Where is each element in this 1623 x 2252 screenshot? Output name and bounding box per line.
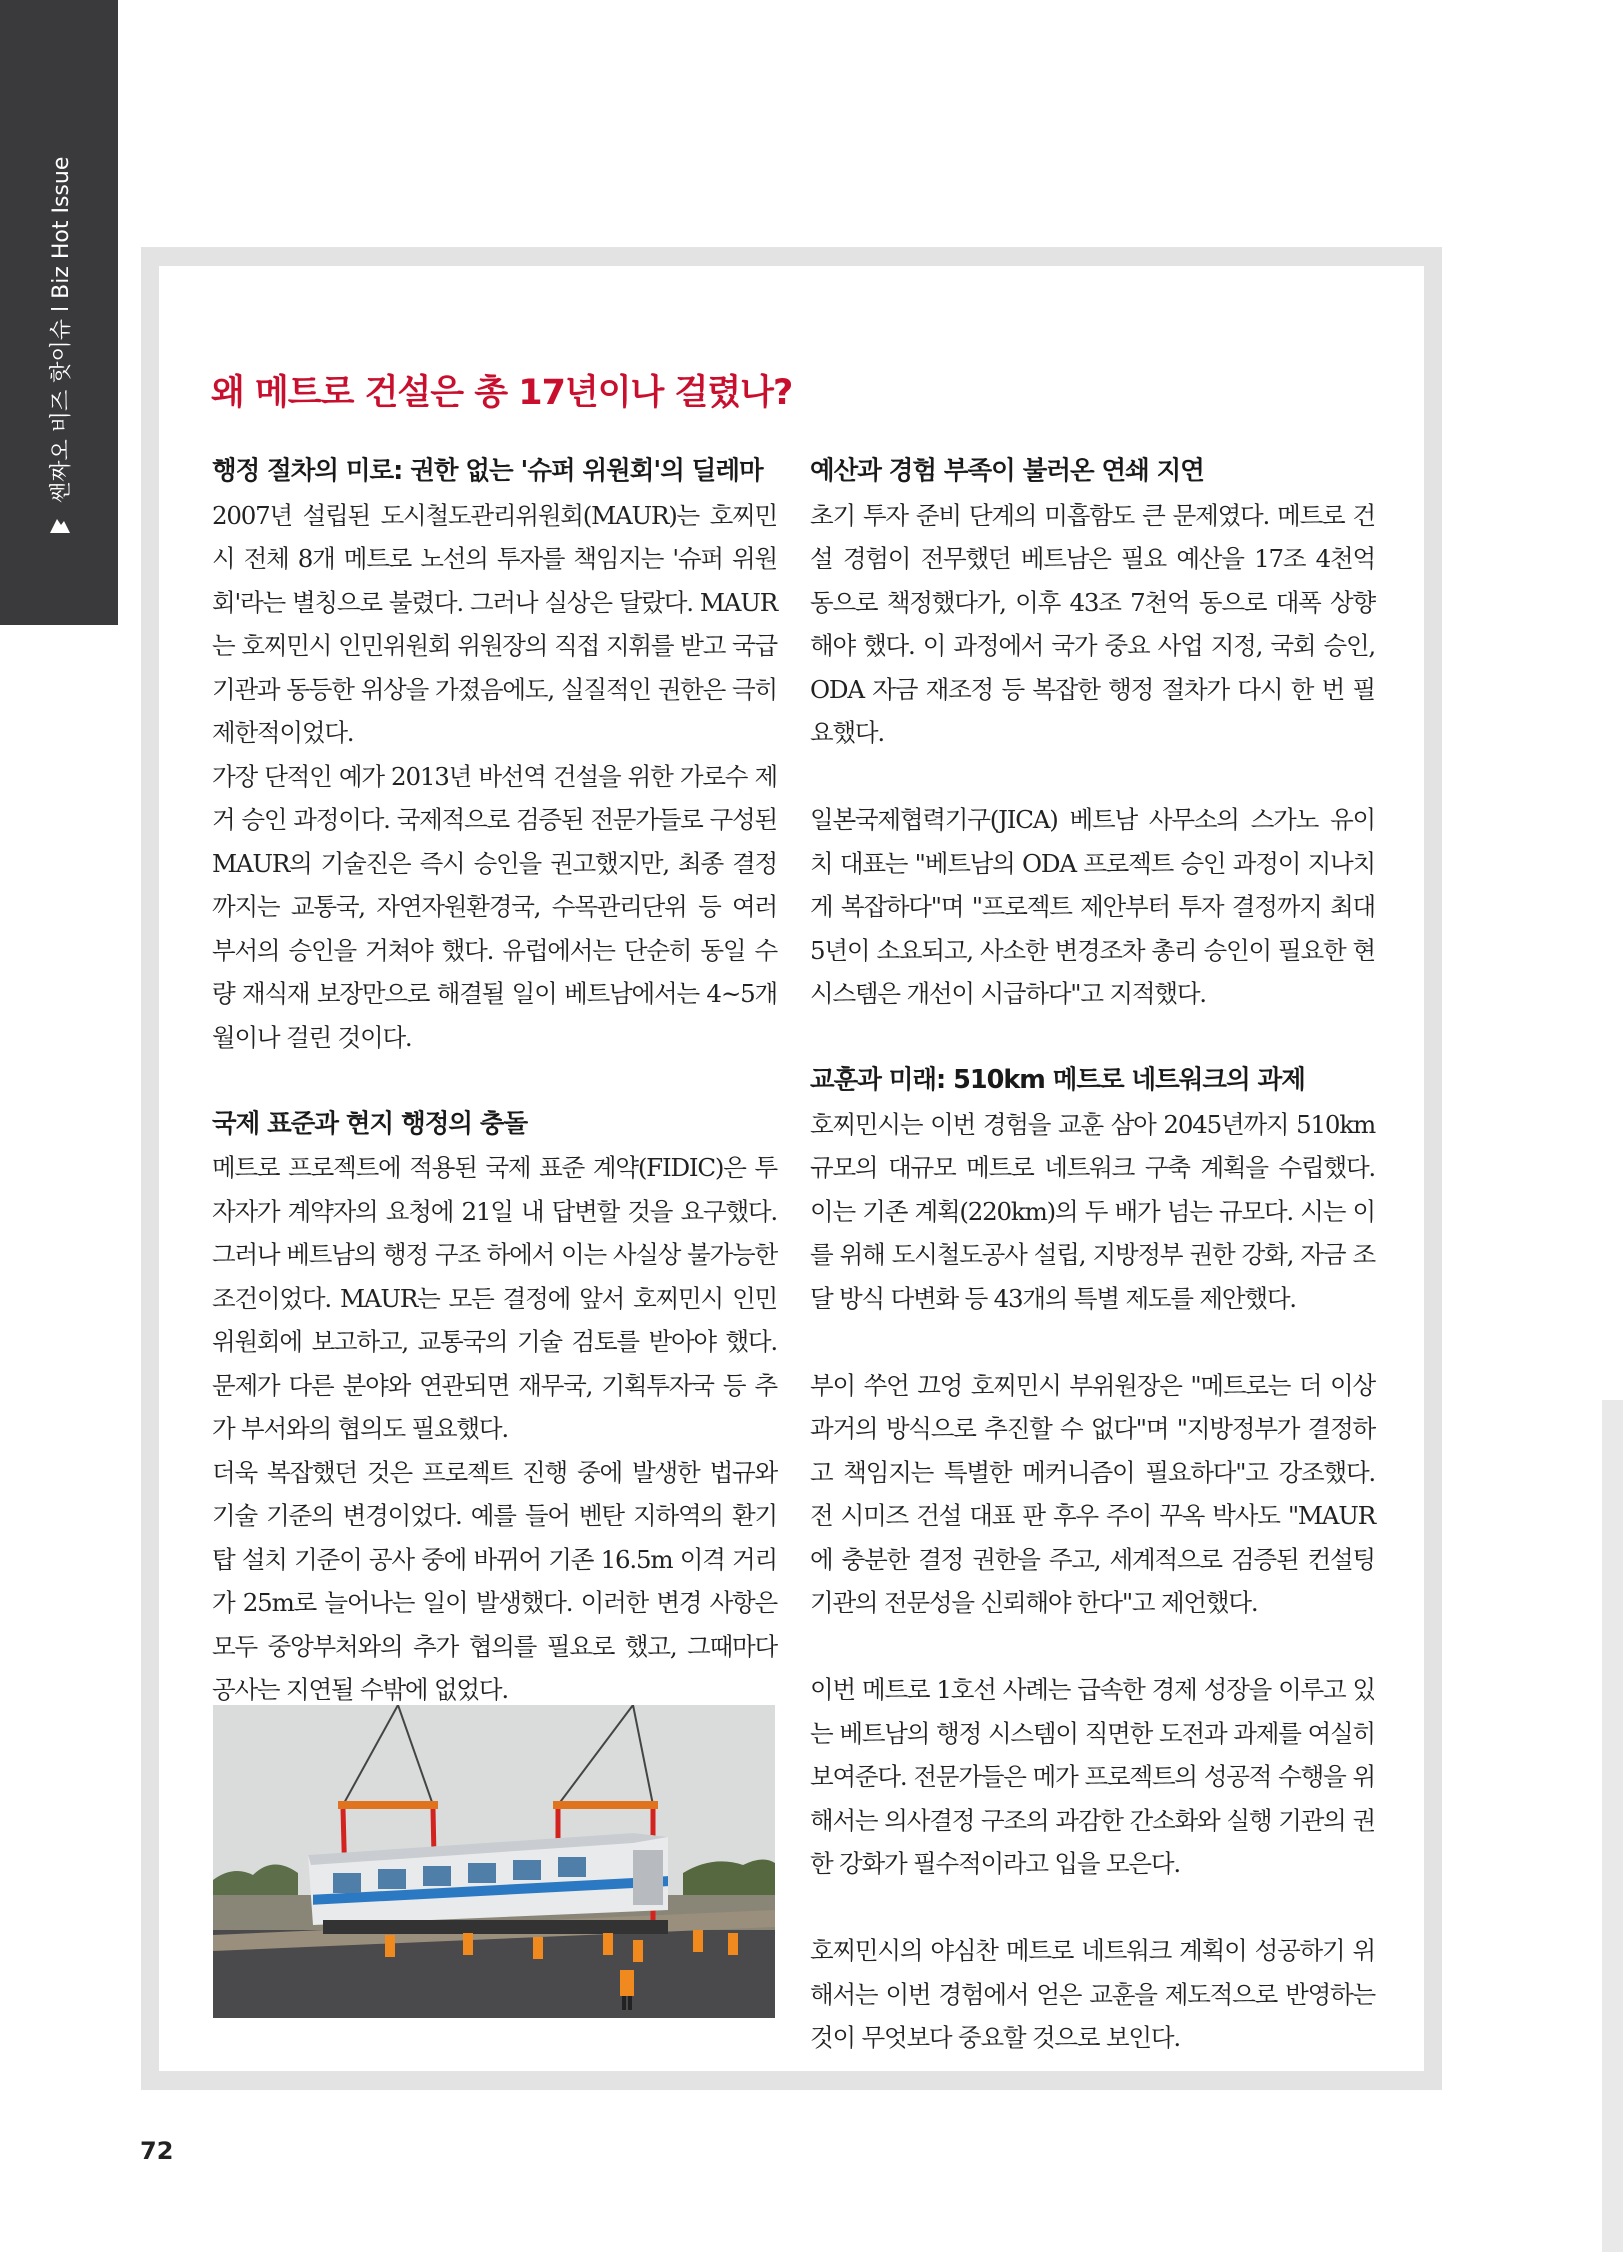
paragraph: 일본국제협력기구(JICA) 베트남 사무소의 스가노 유이치 대표는 "베트남의 ODA 프로젝트 승인 과정이 지나치게 복잡하다"며 "프로젝트 제안부터 투자 결정까지 최대 5년이 소요되고, 사소한 변경조차 총리 승인이 필요한 현 시스템은 개선이 시급하다"고 지적했다. xyxy=(810,805,1375,1008)
mountain-icon xyxy=(49,513,71,535)
section-side-tab xyxy=(0,0,118,625)
section-heading: 행정 절차의 미로: 권한 없는 '슈퍼 위원회'의 딜레마 xyxy=(212,456,763,486)
paragraph: 2007년 설립된 도시철도관리위원회(MAUR)는 호찌민시 전체 8개 메트로 노선의 투자를 책임지는 '슈퍼 위원회'라는 별칭으로 불렸다. 그러나 실상은 달랐다. MAUR는 호찌민시 인민위원회 위원장의 직접 지휘를 받고 국급 기관과 동등한 위상을 가졌음에도, 실질적인 권한은 극히 제한적이었다. xyxy=(212,500,777,747)
paragraph: 더욱 복잡했던 것은 프로젝트 진행 중에 발생한 법규와 기술 기준의 변경이었다. 예를 들어 벤탄 지하역의 환기탑 설치 기준이 공사 중에 바뀌어 기존 16.5m 이격 거리가 25m로 늘어나는 일이 발생했다. 이러한 변경 사항은 모두 중앙부처와의 추가 협의를 필요로 했고, 그때마다 공사는 지연될 수밖에 없었다. xyxy=(212,1457,777,1704)
right-edge-strip xyxy=(1602,1400,1623,2252)
section-heading: 교훈과 미래: 510km 메트로 네트워크의 과제 xyxy=(810,1065,1305,1095)
paragraph: 부이 쑤언 끄엉 호찌민시 부위원장은 "메트로는 더 이상 과거의 방식으로 추진할 수 없다"며 "지방정부가 결정하고 책임지는 특별한 메커니즘이 필요하다"고 강조했다. 전 시미즈 건설 대표 판 후우 주이 꾸옥 박사도 "MAUR에 충분한 결정 권한을 주고, 세계적으로 검증된 컨설팅 기관의 전문성을 신뢰해야 한다"고 제언했다. xyxy=(810,1370,1375,1617)
paragraph: 초기 투자 준비 단계의 미흡함도 큰 문제였다. 메트로 건설 경험이 전무했던 베트남은 필요 예산을 17조 4천억 동으로 책정했다가, 이후 43조 7천억 동으로 대폭 상향해야 했다. 이 과정에서 국가 중요 사업 지정, 국회 승인, ODA 자금 재조정 등 복잡한 행정 절차가 다시 한 번 필요했다. xyxy=(810,500,1375,747)
paragraph: 가장 단적인 예가 2013년 바선역 건설을 위한 가로수 제거 승인 과정이다. 국제적으로 검증된 전문가들로 구성된 MAUR의 기술진은 즉시 승인을 권고했지만, 최종 결정까지는 교통국, 자연자원환경국, 수목관리단위 등 여러 부서의 승인을 거쳐야 했다. 유럽에서는 단순히 동일 수량 재식재 보장만으로 해결될 일이 베트남에서는 4~5개월이나 걸린 것이다. xyxy=(212,761,777,1052)
page-number: 72 xyxy=(140,2137,174,2165)
paragraph: 호찌민시의 야심찬 메트로 네트워크 계획이 성공하기 위해서는 이번 경험에서 얻은 교훈을 제도적으로 반영하는 것이 무엇보다 중요할 것으로 보인다. xyxy=(810,1936,1375,2052)
section-heading: 국제 표준과 현지 행정의 충돌 xyxy=(212,1108,528,1139)
left-column xyxy=(212,450,777,1712)
section-label-text: 쌘짜오 비즈 핫이슈 l Biz Hot Issue xyxy=(49,156,74,503)
article-headline: 왜 메트로 건설은 총 17년이나 걸렸나? xyxy=(211,373,793,413)
metro-train-photo xyxy=(213,1705,775,2018)
paragraph: 메트로 프로젝트에 적용된 국제 표준 계약(FIDIC)은 투자자가 계약자의 요청에 21일 내 답변할 것을 요구했다. 그러나 베트남의 행정 구조 하에서 이는 사실상 불가능한 조건이었다. MAUR는 모든 결정에 앞서 호찌민시 인민위원회에 보고하고, 교통국의 기술 검토를 받아야 했다. 문제가 다른 분야와 연관되면 재무국, 기획투자국 등 추가 부서와의 협의도 필요했다. xyxy=(212,1153,777,1443)
section-label xyxy=(44,157,75,535)
section-heading: 예산과 경험 부족이 불러온 연쇄 지연 xyxy=(810,456,1204,486)
paragraph: 호찌민시는 이번 경험을 교훈 삼아 2045년까지 510km 규모의 대규모 메트로 네트워크 구축 계획을 수립했다. 이는 기존 계획(220km)의 두 배가 넘는 규모다. 시는 이를 위해 도시철도공사 설립, 지방정부 권한 강화, 자금 조달 방식 다변화 등 43개의 특별 제도를 제안했다. xyxy=(810,1109,1375,1313)
right-column xyxy=(810,450,1375,2060)
paragraph: 이번 메트로 1호선 사례는 급속한 경제 성장을 이루고 있는 베트남의 행정 시스템이 직면한 도전과 과제를 여실히 보여준다. 전문가들은 메가 프로젝트의 성공적 수행을 위해서는 의사결정 구조의 과감한 간소화와 실행 기관의 권한 강화가 필수적이라고 입을 모은다. xyxy=(810,1675,1375,1878)
